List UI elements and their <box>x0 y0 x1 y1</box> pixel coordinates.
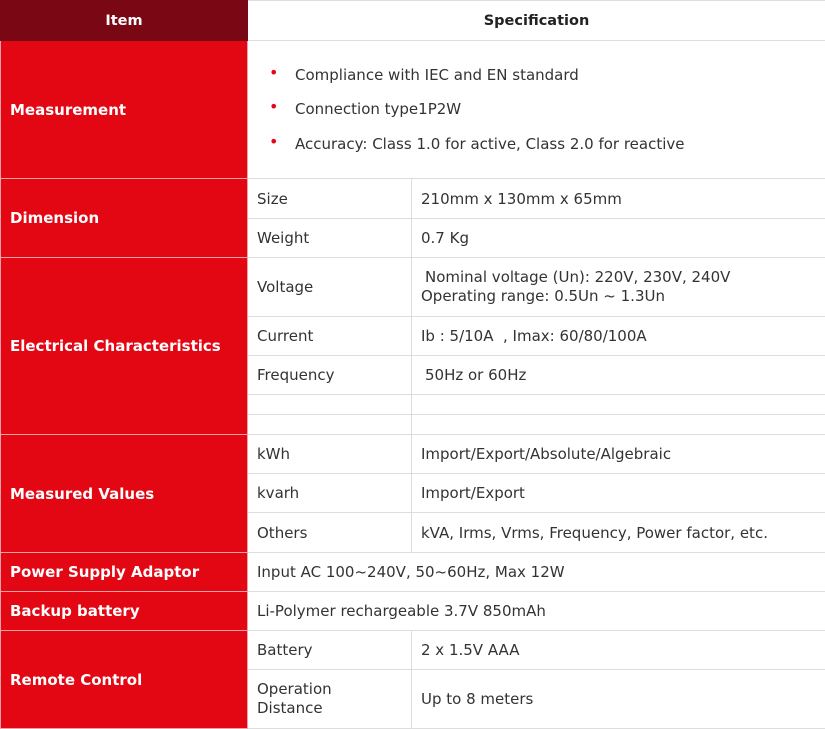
table-row <box>1 435 825 474</box>
measured-kvarh-name: kvarh <box>248 474 412 513</box>
header-item: Item <box>1 1 248 41</box>
dimension-size-name: Size <box>248 179 412 219</box>
measured-kwh-value: Import/Export/Absolute/Algebraic <box>412 435 825 474</box>
remote-battery-name: Battery <box>248 631 412 670</box>
measurement-bullet-text: Accuracy: Class 1.0 for active, Class 2.0 for reactive <box>295 134 685 153</box>
distance-name-line-2: Distance <box>257 699 323 717</box>
remote-distance-value: Up to 8 meters <box>412 670 825 729</box>
remote-distance-name <box>248 670 412 729</box>
dimension-label: Dimension <box>1 179 248 258</box>
table-row <box>1 553 825 592</box>
table-row <box>1 179 825 219</box>
electrical-frequency-name: Frequency <box>248 356 412 395</box>
measured-kwh-name: kWh <box>248 435 412 474</box>
voltage-line-2: Operating range: 0.5Un ~ 1.3Un <box>421 287 665 305</box>
bullet-icon: • <box>269 62 279 82</box>
list-item <box>265 58 816 93</box>
bullet-icon: • <box>269 131 279 151</box>
electrical-current-value: Ib : 5/10A , Imax: 60/80/100A <box>412 317 825 356</box>
measurement-bullet-list <box>257 58 816 162</box>
table-row <box>1 631 825 670</box>
measurement-bullet-text: Connection type1P2W <box>295 100 462 119</box>
measurement-bullet-text: Compliance with IEC and EN standard <box>295 65 579 84</box>
measured-kvarh-value: Import/Export <box>412 474 825 513</box>
dimension-weight-name: Weight <box>248 219 412 258</box>
electrical-current-name: Current <box>248 317 412 356</box>
backup-battery-value: Li-Polymer rechargeable 3.7V 850mAh <box>248 592 825 631</box>
bullet-icon: • <box>269 97 279 117</box>
voltage-line-1: Nominal voltage (Un): 220V, 230V, 240V <box>425 268 731 286</box>
list-item <box>265 127 816 162</box>
distance-name-line-1: Operation <box>257 680 332 698</box>
remote-battery-value: 2 x 1.5V AAA <box>412 631 825 670</box>
list-item <box>265 92 816 127</box>
measured-others-name: Others <box>248 513 412 553</box>
table-row <box>1 258 825 317</box>
electrical-voltage-name: Voltage <box>248 258 412 317</box>
power-supply-value: Input AC 100~240V, 50~60Hz, Max 12W <box>248 553 825 592</box>
backup-battery-label: Backup battery <box>1 592 248 631</box>
header-specification: Specification <box>248 1 825 41</box>
empty-cell <box>412 415 825 435</box>
measured-others-value: kVA, Irms, Vrms, Frequency, Power factor, etc. <box>412 513 825 553</box>
electrical-voltage-value <box>412 258 825 317</box>
measurement-label: Measurement <box>1 41 248 179</box>
measured-values-label: Measured Values <box>1 435 248 553</box>
empty-cell <box>412 395 825 415</box>
dimension-weight-value: 0.7 Kg <box>412 219 825 258</box>
remote-control-label: Remote Control <box>1 631 248 729</box>
electrical-frequency-value: 50Hz or 60Hz <box>412 356 825 395</box>
power-supply-label: Power Supply Adaptor <box>1 553 248 592</box>
header-row <box>1 1 825 41</box>
electrical-label: Electrical Characteristics <box>1 258 248 435</box>
table-row <box>1 592 825 631</box>
empty-cell <box>248 415 412 435</box>
empty-cell <box>248 395 412 415</box>
measurement-value <box>248 41 825 179</box>
measurement-row <box>1 41 825 179</box>
dimension-size-value: 210mm x 130mm x 65mm <box>412 179 825 219</box>
